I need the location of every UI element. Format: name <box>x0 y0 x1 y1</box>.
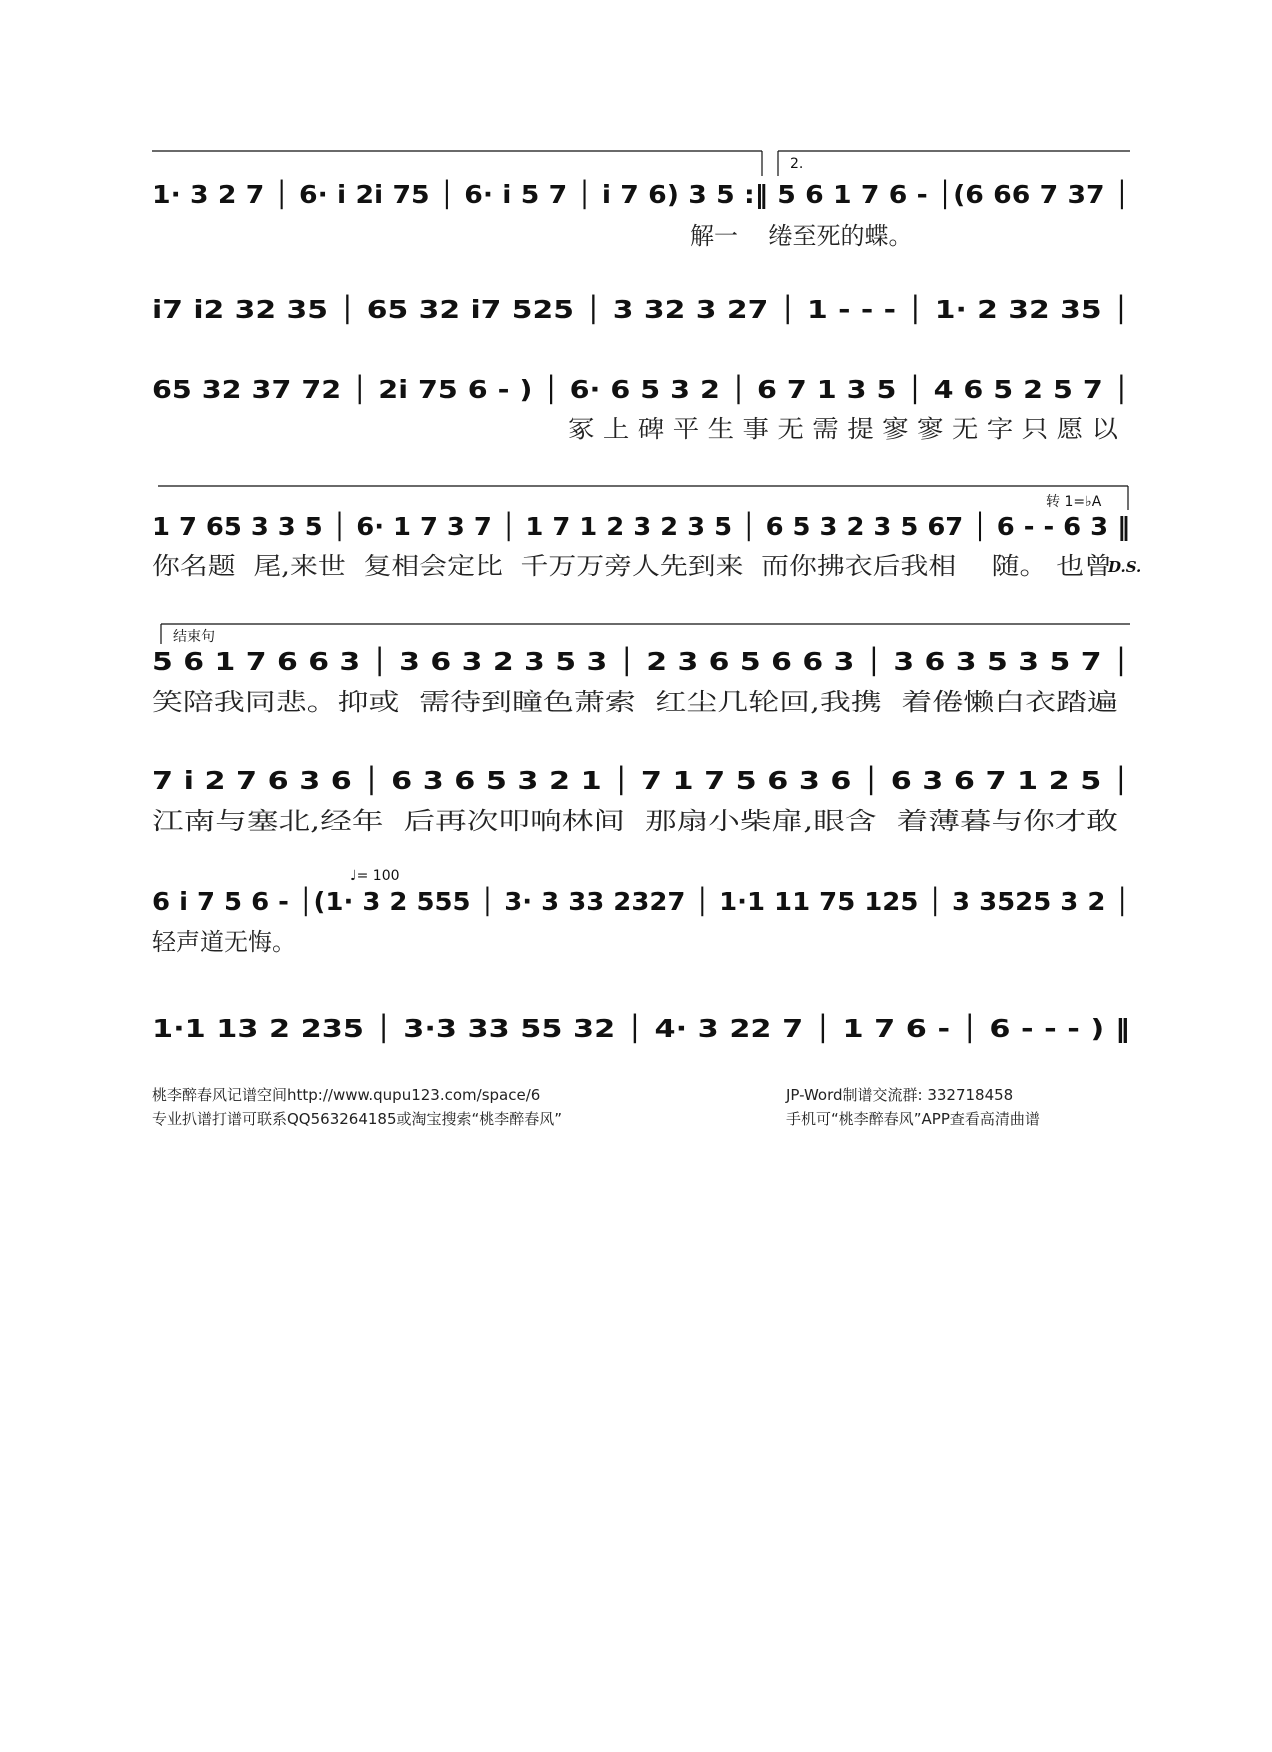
system-3-notes: 65 32 37 72 │ 2i 75 6 - ) │ 6· 6 5 3 2 │ 6 7 1 3 5 │ 4 6 5 2 5 7 │ <box>152 375 1007 404</box>
system-1-lyrics: 解一 绻至死的蝶。 <box>690 222 913 250</box>
system-2-notes: i7 i2 32 35 │ 65 32 i7 525 │ 3 32 3 27 │ 1 - - - │ 1· 2 32 35 │ <box>152 295 973 324</box>
tempo-mark: ♩= 100 <box>350 868 400 884</box>
footer-left-line-1: 桃李醉春风记谱空间http://www.qupu123.com/space/6 <box>152 1086 541 1104</box>
ending-section-label: 结束句 <box>173 629 215 645</box>
dal-segno-mark: D.S. <box>1108 558 1142 576</box>
system-5-notes: 5 6 1 7 6 6 3 │ 3 6 3 2 3 5 3 │ 2 3 6 5 6 6 3 │ 3 6 3 5 3 5 7 │ <box>152 647 970 676</box>
system-8-notes: 1·1 13 2 235 │ 3·3 33 55 32 │ 4· 3 22 7 │ 1 7 6 - │ 6 - - - ) ‖ <box>152 1014 959 1043</box>
key-change-label: 转 1=♭A <box>1046 494 1102 510</box>
system-1-notes: 1· 3 2 7 │ 6· i 2i 75 │ 6· i 5 7 │ i 7 6) 3 5 :‖ 5 6 1 7 6 - │(6 66 7 37 │ <box>152 180 1068 209</box>
system-3-lyrics: 冢 上 碑 平 生 事 无 需 提 寥 寥 无 字 只 愿 以 <box>568 415 1120 443</box>
system-7-lyrics: 轻声道无悔。 <box>152 928 296 956</box>
system-4-notes: 1 7 65 3 3 5 │ 6· 1 7 3 7 │ 1 7 1 2 3 2 3 5 │ 6 5 3 2 3 5 67 │ 6 - - 6 3 ‖ <box>152 512 1099 541</box>
system-5-lyrics: 笑陪我同悲。抑或 需待到瞳色萧索 红尘几轮回,我携 着倦懒白衣踏遍 <box>152 688 1118 716</box>
system-4-lyrics: 你名题 尾,来世 复相会定比 千万万旁人先到来 而你拂衣后我相 随。 也曾 <box>152 552 1112 580</box>
system-7-notes: 6 i 7 5 6 - │(1· 3 2 555 │ 3· 3 33 2327 │ 1·1 11 75 125 │ 3 3525 3 2 │ <box>152 887 1096 916</box>
system-6-lyrics: 江南与塞北,经年 后再次叩响林间 那扇小柴扉,眼含 着薄暮与你才敢 <box>152 807 1118 835</box>
footer-left-line-2: 专业扒谱打谱可联系QQ563264185或淘宝搜索“桃李醉春风” <box>152 1110 563 1128</box>
system-6-notes: 7 i 2 7 6 3 6 │ 6 3 6 5 3 2 1 │ 7 1 7 5 6 3 6 │ 6 3 6 7 1 2 5 │ <box>152 766 961 795</box>
footer-right-line-1: JP-Word制谱交流群: 332718458 <box>786 1086 1014 1104</box>
volta-2-label: 2. <box>790 156 804 172</box>
footer-right-line-2: 手机可“桃李醉春风”APP查看高清曲谱 <box>786 1110 1040 1128</box>
